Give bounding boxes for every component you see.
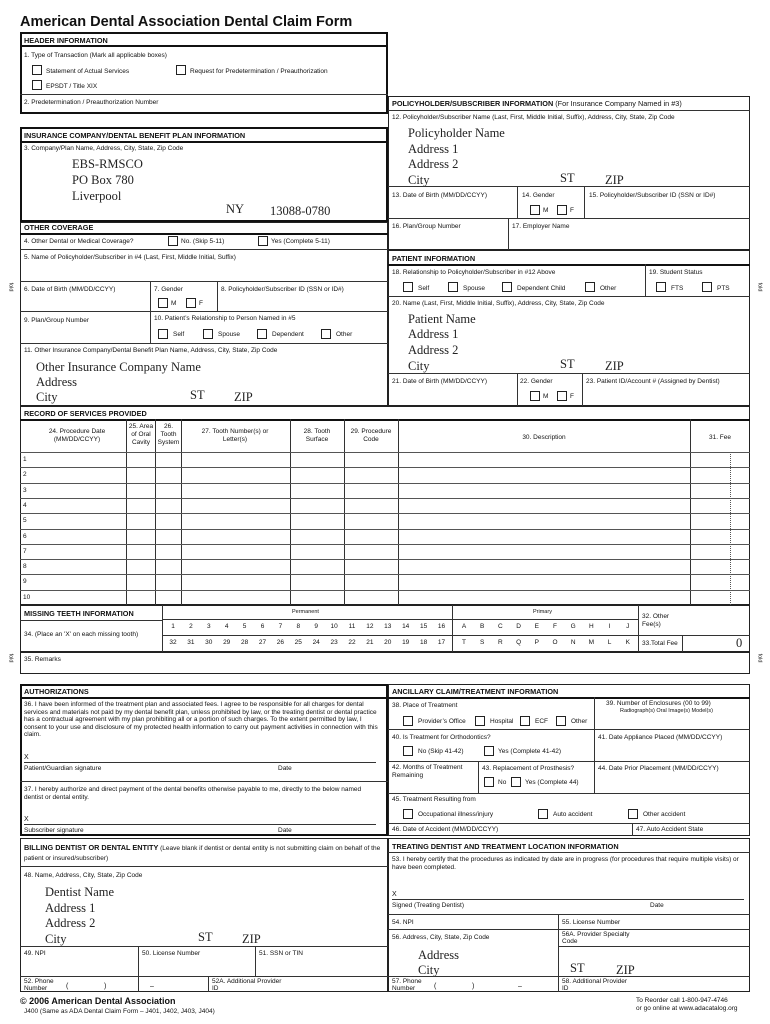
patient-address2[interactable]: Address 2 [408, 343, 459, 357]
remarks-box [20, 652, 750, 674]
tooth-cell[interactable]: 9 [314, 623, 318, 630]
field-52a-label: 52A. Additional Provider ID [212, 978, 282, 992]
occupational-checkbox[interactable] [403, 809, 413, 819]
rel-self-label: Self [173, 331, 185, 338]
tooth-cell[interactable]: 26 [276, 639, 284, 646]
pt-dependent-label: Dependent Child [517, 285, 566, 292]
tooth-cell[interactable]: F [553, 623, 557, 630]
tooth-cell[interactable]: 25 [294, 639, 302, 646]
field-52-label: 52. Phone Number [24, 978, 54, 992]
phone-paren-open: ( [66, 983, 69, 990]
treating-city[interactable]: City [418, 963, 440, 977]
tooth-cell[interactable]: 7 [278, 623, 283, 630]
tooth-cell[interactable]: 11 [348, 623, 356, 630]
prosth-yes-label: Yes (Complete 44) [525, 779, 579, 786]
field-11-label: 11. Other Insurance Company/Dental Benefit Plan Name, Address, City, State, Zip Code [24, 347, 278, 354]
tooth-cell[interactable]: 3 [206, 623, 211, 630]
tooth-cell[interactable]: D [516, 623, 521, 630]
phone-paren-close: ) [104, 983, 107, 990]
policyholder-address2[interactable]: Address 2 [408, 157, 459, 171]
missing-title: MISSING TEETH INFORMATION [24, 609, 134, 618]
field-39-label: 39. Number of Enclosures (00 to 99) [606, 700, 711, 707]
office-label: Provider’s Office [418, 718, 466, 725]
tooth-cell[interactable]: 12 [366, 623, 374, 630]
primary-label: Primary [533, 609, 552, 615]
tooth-cell[interactable]: 1 [171, 623, 175, 630]
service-row-number: 5 [23, 517, 27, 525]
service-row[interactable] [20, 544, 750, 560]
other-no-checkbox[interactable] [168, 236, 178, 246]
field-23-label: 23. Patient ID/Account # (Assigned by Dentist) [586, 378, 720, 385]
tooth-cell[interactable]: 8 [296, 623, 301, 630]
office-checkbox[interactable] [403, 716, 413, 726]
tooth-cell[interactable]: 21 [366, 639, 374, 646]
service-row[interactable] [20, 513, 750, 529]
t-phone-dash: – [518, 983, 522, 990]
other-gender-m[interactable] [158, 298, 168, 308]
pt-self-label: Self [418, 285, 430, 292]
service-row-number: 2 [23, 471, 27, 479]
field-36-text: 36. I have been informed of the treatment plan and associated fees. I agree to be responsible for all charges for dental services and materials not paid by my dental benefit plan, unless prohibited by law, or the treating dentist or dental practice has a contractual agreement with my plan prohibiting all or a portion of such charges. To the extent permitted by law, I consent to your use and disclosure of my protected health information to carry out payment activities in connection with this claim. [24, 701, 378, 738]
tooth-cell[interactable]: 13 [384, 623, 392, 630]
tooth-cell[interactable]: M [588, 639, 595, 646]
field-9-label: 9. Plan/Group Number [24, 317, 90, 324]
tooth-cell[interactable]: 23 [330, 639, 338, 646]
other-coverage-title: OTHER COVERAGE [24, 223, 94, 232]
ecf-checkbox[interactable] [520, 716, 530, 726]
field-45-label: 45. Treatment Resulting from [392, 796, 476, 803]
tooth-cell[interactable]: O [552, 639, 558, 646]
auto-accident-checkbox[interactable] [538, 809, 548, 819]
field-18-label: 18. Relationship to Policyholder/Subscriber in #12 Above [392, 269, 556, 276]
footer-reorder: To Reorder call 1-800-947-4746 [636, 997, 728, 1004]
field-22-label: 22. Gender [520, 378, 553, 385]
tooth-cell[interactable]: 16 [437, 623, 446, 630]
policyholder-title: POLICYHOLDER/SUBSCRIBER INFORMATION (For Insurance Company Named in #3) [392, 99, 682, 108]
pt-f-label: F [570, 393, 574, 400]
insurance-city[interactable]: Liverpool [72, 189, 122, 203]
field-13-label: 13. Date of Birth (MM/DD/CCYY) [392, 192, 487, 199]
pts-checkbox[interactable] [702, 282, 712, 292]
total-fee-value[interactable]: 0 [736, 636, 743, 650]
gender-m-label: M [171, 300, 177, 307]
ecf-label: ECF [535, 718, 548, 725]
prosth-yes-checkbox[interactable] [511, 777, 521, 787]
request-label: Request for Predetermination / Preauthorization [190, 68, 328, 75]
tooth-cell[interactable]: T [462, 639, 466, 646]
field-34-label: 34. (Place an 'X' on each missing tooth) [24, 631, 139, 638]
service-row[interactable] [20, 483, 750, 499]
tooth-cell[interactable]: C [498, 623, 503, 630]
field-42-label: 42. Months of Treatment Remaining [392, 764, 463, 779]
tooth-cell[interactable]: H [589, 623, 594, 630]
tooth-cell[interactable]: 31 [187, 639, 195, 646]
tooth-cell[interactable]: J [626, 623, 630, 630]
sig2-x: X [24, 816, 29, 823]
t-phone-paren-open: ( [434, 983, 437, 990]
footer-online[interactable]: or go online at www.adacatalog.org [636, 1005, 738, 1012]
insurance-name[interactable]: EBS-RMSCO [72, 157, 143, 171]
tooth-cell[interactable]: 15 [419, 623, 428, 630]
services-title: RECORD OF SERVICES PROVIDED [24, 409, 147, 418]
tooth-cell[interactable]: 22 [348, 639, 356, 646]
sig-treating-x: X [392, 891, 397, 898]
field-48-label: 48. Name, Address, City, State, Zip Code [24, 872, 143, 879]
pt-gender-f[interactable] [557, 391, 567, 401]
dentist-zip[interactable]: ZIP [242, 932, 261, 946]
occupational-label: Occupational illness/injury [418, 811, 494, 818]
header-section-title: HEADER INFORMATION [24, 36, 108, 45]
other-gender-f[interactable] [186, 298, 196, 308]
ancillary-title: ANCILLARY CLAIM/TREATMENT INFORMATION [392, 687, 559, 696]
service-row-number: 8 [23, 563, 27, 571]
rel-spouse-label: Spouse [218, 331, 241, 338]
policyholder-city[interactable]: City [408, 173, 430, 187]
tooth-cell[interactable]: R [498, 639, 503, 646]
service-row[interactable] [20, 498, 750, 514]
rel-spouse-checkbox[interactable] [203, 329, 213, 339]
service-row-number: 10 [23, 593, 31, 601]
other-yes-label: Yes (Complete 5-11) [271, 238, 330, 245]
tooth-cell[interactable]: 18 [419, 639, 428, 646]
col-tooth-number: 27. Tooth Number(s) or Letter(s) [201, 428, 269, 443]
field-6-label: 6. Date of Birth (MM/DD/CCYY) [24, 286, 116, 293]
service-row-number: 6 [23, 532, 27, 540]
field-32-label: 32. Other Fee(s) [642, 613, 670, 628]
field-15-label: 15. Policyholder/Subscriber ID (SSN or ID#) [589, 192, 716, 199]
patient-zip[interactable]: ZIP [605, 359, 624, 373]
tooth-cell[interactable]: 28 [240, 639, 249, 646]
statement-label: Statement of Actual Services [46, 68, 130, 75]
dentist-name[interactable]: Dentist Name [45, 885, 115, 899]
tooth-cell[interactable]: 6 [260, 623, 265, 630]
field-56-label: 56. Address, City, State, Zip Code [392, 934, 490, 941]
hospital-label: Hospital [490, 718, 514, 725]
tooth-cell[interactable]: I [608, 623, 611, 630]
tooth-cell[interactable]: 10 [330, 623, 338, 630]
service-row-number: 9 [23, 578, 27, 586]
field-44-label: 44. Date Prior Placement (MM/DD/CCYY) [598, 765, 719, 772]
col-fee: 31. Fee [708, 434, 732, 441]
field-4-label: 4. Other Dental or Medical Coverage? [24, 238, 134, 245]
field-10-label: 10. Patient’s Relationship to Person Named in #5 [154, 315, 296, 322]
treating-zip[interactable]: ZIP [616, 963, 635, 977]
fts-checkbox[interactable] [656, 282, 666, 292]
field-38-label: 38. Place of Treatment [392, 702, 458, 709]
field-3-label: 3. Company/Plan Name, Address, City, State, Zip Code [24, 145, 184, 152]
treating-title: TREATING DENTIST AND TREATMENT LOCATION INFORMATION [392, 842, 619, 851]
patient-city[interactable]: City [408, 359, 430, 373]
sig1-x: X [24, 754, 29, 761]
sig2-date-label: Date [278, 827, 292, 834]
place-other-checkbox[interactable] [556, 716, 566, 726]
policyholder-name[interactable]: Policyholder Name [408, 126, 505, 140]
pts-label: PTS [717, 285, 730, 292]
treating-address[interactable]: Address [418, 948, 459, 962]
tooth-cell[interactable]: S [480, 639, 485, 646]
hospital-checkbox[interactable] [475, 716, 485, 726]
gender-f-label: F [199, 300, 203, 307]
field-41-label: 41. Date Appliance Placed (MM/DD/CCYY) [598, 734, 723, 741]
tooth-cell[interactable]: 2 [189, 623, 193, 630]
tooth-cell[interactable]: L [607, 639, 612, 646]
field-57-label: 57. Phone Number [392, 978, 422, 992]
fold-mark-right-2: fold [756, 653, 763, 663]
field-40-label: 40. Is Treatment for Orthodontics? [392, 734, 491, 741]
tooth-cell[interactable]: K [625, 639, 630, 646]
col-description: 30. Description [522, 434, 566, 441]
epsdt-checkbox[interactable] [32, 80, 42, 90]
field-2-label: 2. Predetermination / Preauthorization Number [24, 99, 159, 106]
insurance-state[interactable]: NY [226, 202, 245, 216]
epsdt-label: EPSDT / Title XIX [46, 83, 98, 90]
dentist-state[interactable]: ST [198, 930, 213, 944]
ortho-yes-checkbox[interactable] [484, 746, 494, 756]
tooth-cell[interactable]: G [570, 623, 576, 630]
service-row-number: 3 [23, 486, 27, 494]
other-accident-checkbox[interactable] [628, 809, 638, 819]
tooth-cell[interactable]: 32 [169, 639, 177, 646]
other-company-city[interactable]: City [36, 390, 58, 404]
field-12-label: 12. Policyholder/Subscriber Name (Last, First, Middle Initial, Suffix), Address, City, State, Zip Code [392, 114, 675, 121]
t-phone-paren-close: ) [472, 983, 475, 990]
treating-state[interactable]: ST [570, 961, 585, 975]
statement-checkbox[interactable] [32, 65, 42, 75]
pt-gender-m[interactable] [530, 391, 540, 401]
sig1-date-label: Date [278, 765, 292, 772]
field-51-label: 51. SSN or TIN [259, 950, 303, 957]
dentist-address1[interactable]: Address 1 [45, 901, 96, 915]
rel-self-checkbox[interactable] [158, 329, 168, 339]
rel-dependent-checkbox[interactable] [257, 329, 267, 339]
footer-form-id: J400 (Same as ADA Dental Claim Form – J401, J402, J403, J404) [24, 1008, 215, 1015]
other-company-name[interactable]: Other Insurance Company Name [36, 360, 201, 374]
pt-m-label: M [543, 393, 549, 400]
field-46-label: 46. Date of Accident (MM/DD/CCYY) [392, 826, 499, 833]
service-row-number: 7 [23, 547, 27, 555]
auto-accident-label: Auto accident [553, 811, 593, 818]
field-21-label: 21. Date of Birth (MM/DD/CCYY) [392, 378, 487, 385]
col-area: 25. Area of Oral Cavity [128, 423, 154, 446]
ph-gender-f[interactable] [557, 205, 567, 215]
pt-spouse-checkbox[interactable] [448, 282, 458, 292]
patient-name[interactable]: Patient Name [408, 312, 476, 326]
service-row-number: 4 [23, 501, 27, 509]
field-33-label: 33.Total Fee [642, 640, 678, 647]
ortho-no-label: No (Skip 41-42) [418, 748, 464, 755]
field-7-label: 7. Gender [154, 286, 183, 293]
tooth-cell[interactable]: 4 [224, 623, 229, 630]
tooth-cell[interactable]: N [570, 639, 576, 646]
other-no-label: No. (Skip 5-11) [181, 238, 225, 245]
field-43-label: 43. Replacement of Prosthesis? [482, 765, 575, 772]
tooth-cell[interactable]: A [461, 623, 467, 630]
insurance-zip[interactable]: 13088-0780 [270, 204, 331, 218]
tooth-cell[interactable]: 5 [242, 623, 247, 630]
treating-signature-label[interactable]: Signed (Treating Dentist) [392, 902, 465, 909]
dentist-address2[interactable]: Address 2 [45, 916, 96, 930]
service-row[interactable] [20, 559, 750, 575]
field-54-label: 54. NPI [392, 919, 414, 926]
other-company-zip[interactable]: ZIP [234, 390, 253, 404]
ph-f-label: F [570, 207, 574, 214]
field-58-label: 58. Additional Provider ID [562, 978, 628, 992]
patient-signature-label[interactable]: Patient/Guardian signature [24, 765, 102, 772]
prosth-no-label: No [498, 779, 507, 786]
ortho-yes-label: Yes (Complete 41-42) [498, 748, 561, 755]
field-49-label: 49. NPI [24, 950, 46, 957]
place-other-label: Other [571, 718, 588, 725]
pt-other-label: Other [600, 285, 617, 292]
col-procedure-date: 24. Procedure Date (MM/DD/CCYY) [48, 428, 106, 443]
service-row[interactable] [20, 574, 750, 590]
phone-dash: – [150, 983, 154, 990]
remarks-label: 35. Remarks [24, 656, 61, 663]
tooth-cell[interactable]: E [534, 623, 539, 630]
treating-date-label: Date [650, 902, 664, 909]
prosth-no-checkbox[interactable] [484, 777, 494, 787]
tooth-cell[interactable]: Q [516, 639, 522, 646]
other-company-state[interactable]: ST [190, 388, 205, 402]
policyholder-address1[interactable]: Address 1 [408, 142, 459, 156]
rel-other-checkbox[interactable] [321, 329, 331, 339]
field-50-label: 50. License Number [142, 950, 201, 957]
tooth-cell[interactable]: 20 [384, 639, 392, 646]
insurance-section-title: INSURANCE COMPANY/DENTAL BENEFIT PLAN INFORMATION [24, 131, 246, 140]
field-1-label: 1. Type of Transaction (Mark all applicable boxes) [24, 52, 167, 59]
other-accident-label: Other accident [643, 811, 686, 818]
service-row[interactable] [20, 467, 750, 483]
fold-mark-left-2: fold [7, 653, 14, 663]
field-17-label: 17. Employer Name [512, 223, 570, 230]
tooth-cell[interactable]: 19 [402, 639, 410, 646]
field-19-label: 19. Student Status [649, 269, 703, 276]
insurance-address[interactable]: PO Box 780 [72, 173, 134, 187]
other-yes-checkbox[interactable] [258, 236, 268, 246]
other-company-address[interactable]: Address [36, 375, 77, 389]
ph-m-label: M [543, 207, 549, 214]
tooth-cell[interactable]: 17 [437, 639, 446, 646]
billing-title: BILLING DENTIST OR DENTAL ENTITY (Leave blank if dentist or dental entity is not submitting claim on behalf of the patient or insured/subscriber) [24, 843, 381, 862]
request-checkbox[interactable] [176, 65, 186, 75]
service-row[interactable] [20, 529, 750, 545]
tooth-cell[interactable]: P [534, 639, 539, 646]
fold-mark-left: fold [7, 282, 14, 292]
pt-self-checkbox[interactable] [403, 282, 413, 292]
patient-address1[interactable]: Address 1 [408, 327, 459, 341]
dentist-city[interactable]: City [45, 932, 67, 946]
subscriber-signature-label[interactable]: Subscriber signature [24, 827, 84, 834]
service-row[interactable] [20, 590, 750, 606]
col-procedure-code: 29. Procedure Code [350, 428, 392, 443]
fold-mark-right: fold [756, 282, 763, 292]
service-row-number: 1 [23, 456, 27, 463]
field-16-label: 16. Plan/Group Number [392, 223, 461, 230]
tooth-cell[interactable]: 30 [205, 639, 213, 646]
tooth-cell[interactable]: B [480, 623, 485, 630]
col-tooth-system: 26. Tooth System [157, 423, 180, 446]
field-5-label: 5. Name of Policyholder/Subscriber in #4 (Last, First, Middle Initial, Suffix) [24, 254, 236, 261]
tooth-cell[interactable]: 29 [223, 639, 231, 646]
patient-state[interactable]: ST [560, 357, 575, 371]
pt-spouse-label: Spouse [463, 285, 486, 292]
field-53-text: 53. I hereby certify that the procedures as indicated by date are in progress (for procedures that require multiple visits) or have been completed. [392, 856, 739, 871]
patient-title: PATIENT INFORMATION [392, 254, 476, 263]
field-20-label: 20. Name (Last, First, Middle Initial, Suffix), Address, City, State, Zip Code [392, 300, 605, 307]
tooth-cell[interactable]: 24 [312, 639, 320, 646]
ortho-no-checkbox[interactable] [403, 746, 413, 756]
field-8-label: 8. Policyholder/Subscriber ID (SSN or ID#) [221, 286, 344, 293]
field-55-label: 55. License Number [562, 919, 621, 926]
tooth-cell[interactable]: 14 [402, 623, 410, 630]
field-37-text: 37. I hereby authorize and direct payment of the dental benefits otherwise payable to me, directly to the below named dentist or dental entity. [24, 786, 362, 801]
rel-dependent-label: Dependent [272, 331, 304, 338]
col-tooth-surface: 28. Tooth Surface [303, 428, 331, 443]
pt-other-checkbox[interactable] [585, 282, 595, 292]
field-56a-label: 56A. Provider Specialty Code [562, 931, 630, 945]
ph-gender-m[interactable] [530, 205, 540, 215]
pt-dependent-checkbox[interactable] [502, 282, 512, 292]
auth-title: AUTHORIZATIONS [24, 687, 89, 696]
policyholder-zip[interactable]: ZIP [605, 173, 624, 187]
service-row[interactable] [20, 452, 750, 468]
form-title: American Dental Association Dental Claim Form [20, 14, 353, 30]
permanent-label: Permanent [292, 609, 319, 615]
fts-label: FTS [671, 285, 684, 292]
footer-copyright: © 2006 American Dental Association [20, 996, 176, 1006]
field-39-sub: Radiograph(s) Oral Image(s) Model(s) [620, 708, 713, 714]
field-47-label: 47. Auto Accident State [636, 826, 704, 833]
field-14-label: 14. Gender [522, 192, 555, 199]
tooth-cell[interactable]: 27 [258, 639, 267, 646]
rel-other-label: Other [336, 331, 353, 338]
policyholder-state[interactable]: ST [560, 171, 575, 185]
